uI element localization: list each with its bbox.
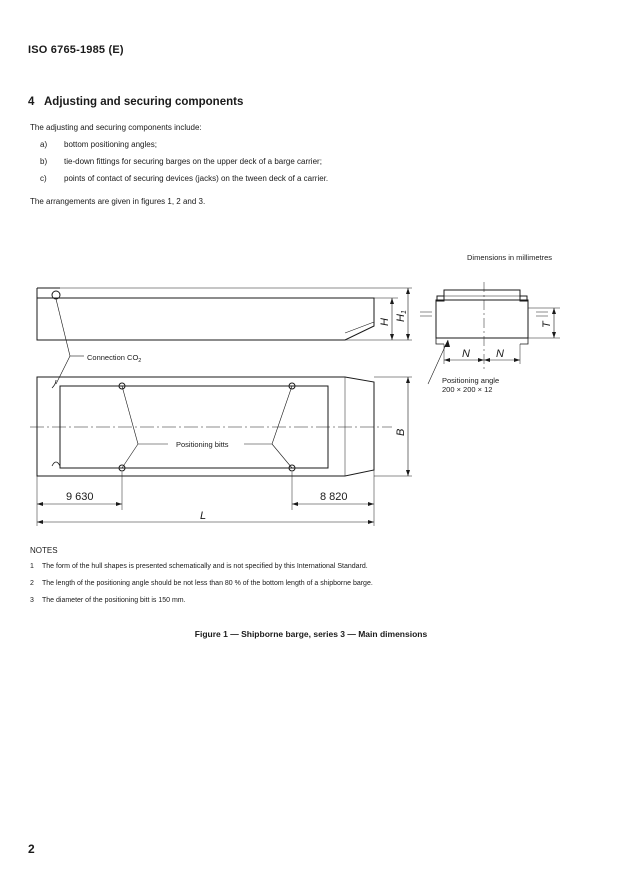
section-number: 4 [28,96,35,108]
list-item-label: c) [40,174,47,183]
positioning-angle-size: 200 × 200 × 12 [442,385,493,394]
dimension-N-label: N [496,348,504,360]
list-item-label: b) [40,157,48,166]
note-item [30,580,373,587]
list-item-text: points of contact of securing devices (jacks) on the tween deck of a carrier. [64,174,329,183]
dimension-left-label: 9 630 [66,491,94,503]
notes-title: NOTES [30,546,58,555]
note-text: The diameter of the positioning bitt is 150 mm. [42,597,186,604]
list-item-text: tie-down fittings for securing barges on the upper deck of a barge carrier; [64,157,322,166]
dimension-B-label: B [395,428,407,436]
dimension-L-label: L [200,510,207,522]
positioning-angle-label: Positioning angle [442,376,500,385]
positioning-bitts-label: Positioning bitts [176,440,229,449]
figure-caption: Figure 1 — Shipborne barge, series 3 — Main dimensions [194,629,428,639]
note-item [30,563,368,570]
list-item-label: a) [40,140,48,149]
note-number: 2 [30,580,34,587]
note-number: 1 [30,563,34,570]
note-text: The form of the hull shapes is presented schematically and is not specified by this International Standard. [42,563,368,570]
document-header: ISO 6765-1985 (E) [28,44,124,56]
barge-side-elevation [37,288,412,340]
dimension-H1-label: H1 [395,310,408,322]
note-number: 3 [30,597,34,604]
note-item [30,597,186,604]
list-item-text: bottom positioning angles; [64,140,157,149]
barge-plan-view [30,377,412,476]
hook-icon [52,380,56,388]
dimension-N-label: N [462,348,470,360]
section-intro: The adjusting and securing components include: [30,123,202,132]
section-title: Adjusting and securing components [44,96,244,108]
page-number: 2 [28,842,35,856]
dimensions-note: Dimensions in millimetres [467,253,553,262]
dimension-right-label: 8 820 [320,491,348,503]
connection-label: Connection $CO_2$ [87,353,142,364]
dimension-H-label: H [379,318,391,326]
dimension-T-label: T [541,321,553,328]
arrangements-text: The arrangements are given in figures 1, 2 and 3. [30,197,206,206]
note-text: The length of the positioning angle should be not less than 80 % of the bottom length of a shipborne barge. [42,580,373,587]
barge-end-elevation [420,282,560,384]
hook-icon [52,462,60,466]
